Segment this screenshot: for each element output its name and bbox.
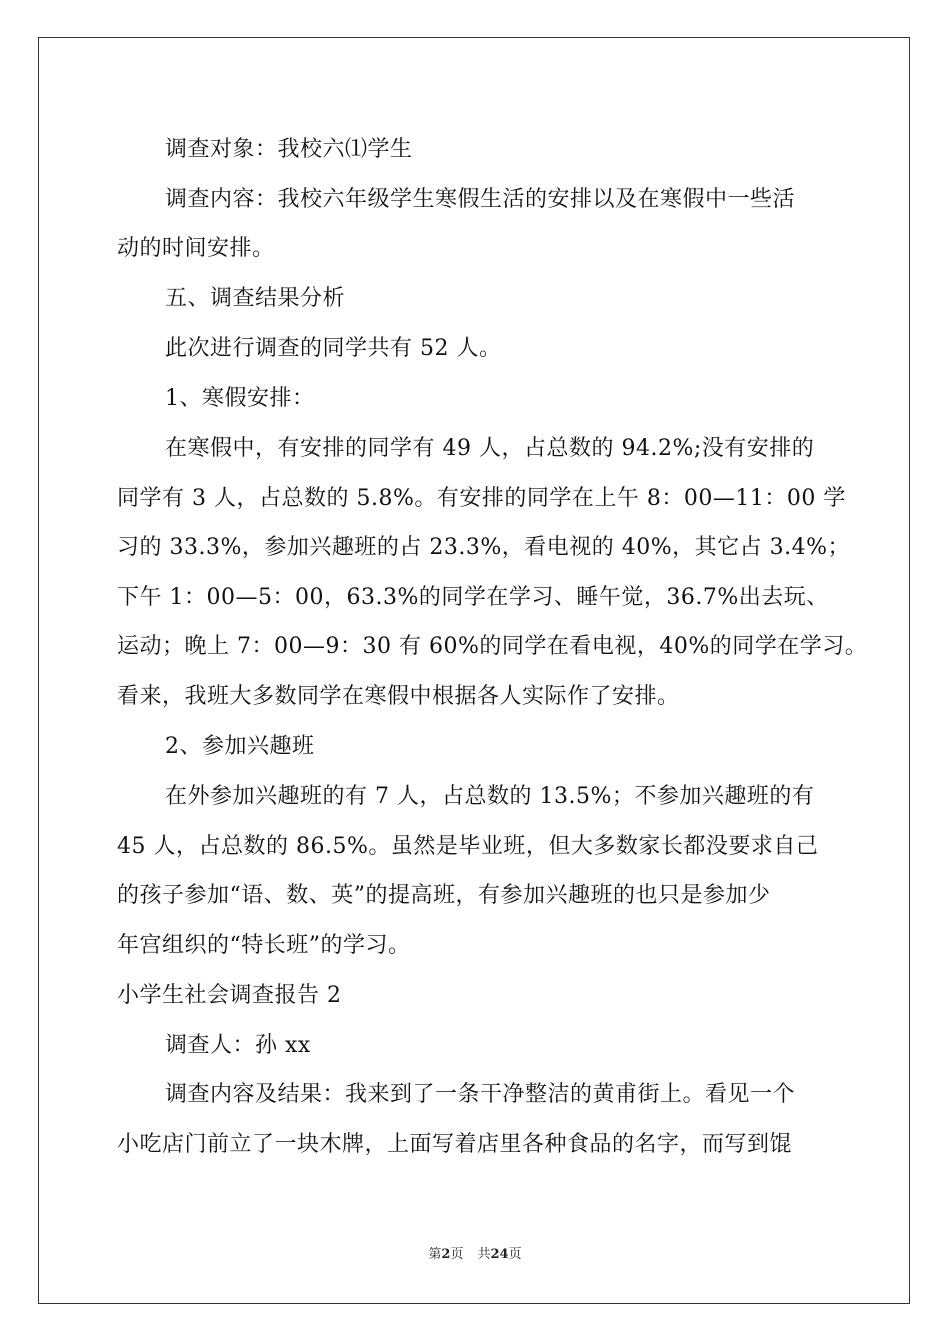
total-suffix: 页 <box>508 1247 522 1262</box>
paragraph-line: 运动；晚上 7：00—9：30 有 60%的同学在看电视，40%的同学在学习。 <box>117 634 868 659</box>
subsection-heading: 1、寒假安排： <box>165 386 315 411</box>
page-prefix: 第 <box>428 1247 442 1262</box>
paragraph-line: 年宫组织的“特长班”的学习。 <box>117 933 411 958</box>
investigator-line: 调查人：孙 xx <box>165 1033 311 1058</box>
paragraph-line: 动的时间安排。 <box>117 236 275 261</box>
page-footer <box>0 1246 950 1264</box>
paragraph-line: 在寒假中，有安排的同学有 49 人，占总数的 94.2%;没有安排的 <box>165 436 815 461</box>
paragraph-line: 下午 1：00—5：00，63.3%的同学在学习、睡午觉，36.7%出去玩、 <box>117 585 829 610</box>
report-title: 小学生社会调查报告 2 <box>117 983 342 1008</box>
paragraph-line: 此次进行调查的同学共有 52 人。 <box>165 336 502 361</box>
total-prefix: 共 <box>477 1247 491 1262</box>
paragraph-line: 看来，我班大多数同学在寒假中根据各人实际作了安排。 <box>117 684 680 709</box>
page-suffix: 页 <box>450 1247 464 1262</box>
paragraph-line: 习的 33.3%，参加兴趣班的占 23.3%，看电视的 40%，其它占 3.4%； <box>117 535 851 560</box>
paragraph-line: 同学有 3 人，占总数的 5.8%。有安排的同学在上午 8：00—11：00 学 <box>117 486 846 511</box>
paragraph-line: 小吃店门前立了一块木牌，上面写着店里各种食品的名字，而写到馄 <box>117 1132 793 1157</box>
survey-content-line: 调查内容：我校六年级学生寒假生活的安排以及在寒假中一些活 <box>165 187 796 212</box>
page-border <box>38 37 910 1304</box>
subsection-heading: 2、参加兴趣班 <box>165 734 315 759</box>
survey-subject-line: 调查对象：我校六⑴学生 <box>165 137 413 162</box>
paragraph-line: 调查内容及结果：我来到了一条干净整洁的黄甫街上。看见一个 <box>165 1082 796 1107</box>
paragraph-line: 45 人，占总数的 86.5%。虽然是毕业班，但大多数家长都没要求自己 <box>117 834 819 859</box>
paragraph-line: 的孩子参加“语、数、英”的提高班，有参加兴趣班的也只是参加少 <box>117 883 771 908</box>
section-heading: 五、调查结果分析 <box>165 286 346 311</box>
page-number: 2 <box>441 1247 451 1262</box>
paragraph-line: 在外参加兴趣班的有 7 人，占总数的 13.5%；不参加兴趣班的有 <box>165 784 815 809</box>
total-pages: 24 <box>490 1247 509 1262</box>
